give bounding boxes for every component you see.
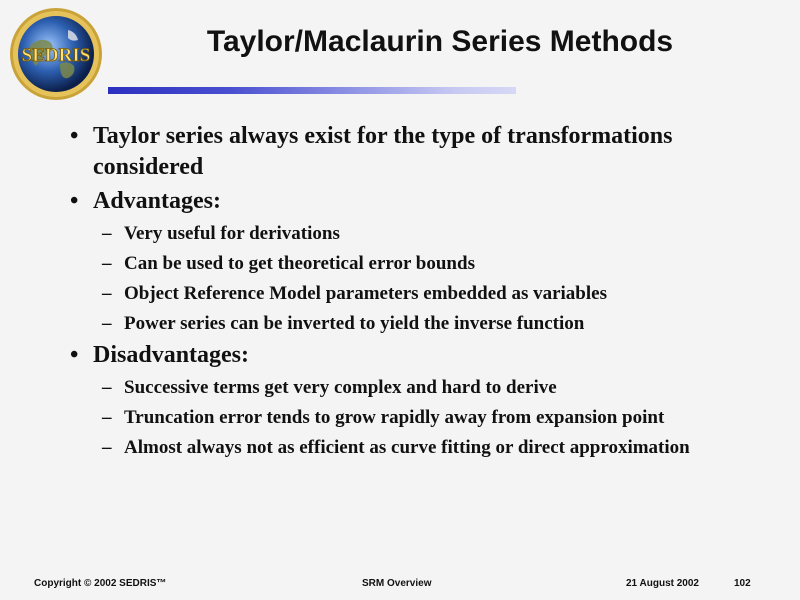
sub-bullet-item	[70, 311, 770, 337]
bullet-dot: •	[70, 342, 79, 368]
sub-bullet-dash: –	[102, 223, 112, 244]
bullet-dot: •	[70, 123, 79, 149]
sub-bullet-text: Truncation error tends to grow rapidly away from expansion point	[124, 407, 665, 428]
bullet-text: Disadvantages:	[93, 342, 250, 368]
sub-bullet-item	[70, 221, 770, 247]
sub-bullet-dash: –	[102, 377, 112, 398]
sub-bullet-text: Very useful for derivations	[124, 223, 340, 244]
sub-bullet-item	[70, 281, 770, 307]
sub-bullet-text: Can be used to get theoretical error bounds	[124, 253, 475, 274]
sub-bullet-item	[70, 375, 770, 401]
sub-bullet-item	[70, 251, 770, 277]
bullet-item	[70, 121, 770, 183]
bullet-item	[70, 340, 770, 371]
bullet-text: Advantages:	[93, 188, 222, 214]
sub-bullet-text: Power series can be inverted to yield the inverse function	[124, 313, 585, 334]
sub-bullet-dash: –	[102, 313, 112, 334]
sub-bullet-text: Almost always not as efficient as curve fitting or direct approximation	[124, 437, 690, 458]
slide-content	[70, 118, 770, 461]
bullet-item	[70, 186, 770, 217]
sub-bullet-dash: –	[102, 407, 112, 428]
bullet-text: Taylor series always exist for the type of transformations considered	[93, 123, 673, 180]
slide-title: Taylor/Maclaurin Series Methods	[206, 25, 674, 58]
sub-bullet-text: Successive terms get very complex and hard to derive	[124, 377, 557, 398]
sedris-logo	[8, 6, 104, 102]
sub-bullet-item	[70, 405, 770, 431]
footer-center: SRM Overview	[362, 578, 432, 589]
logo-text: SEDRIS	[21, 45, 91, 66]
footer-page-number: 102	[734, 578, 751, 589]
sub-bullet-text: Object Reference Model parameters embedded as variables	[124, 283, 607, 304]
sub-bullet-dash: –	[102, 283, 112, 304]
bullet-dot: •	[70, 188, 79, 214]
sub-bullet-dash: –	[102, 253, 112, 274]
footer-date: 21 August 2002	[626, 578, 699, 589]
footer-copyright: Copyright © 2002 SEDRIS™	[34, 578, 167, 589]
sub-bullet-dash: –	[102, 437, 112, 458]
title-underline-bar	[108, 87, 516, 94]
sub-bullet-item	[70, 435, 770, 461]
